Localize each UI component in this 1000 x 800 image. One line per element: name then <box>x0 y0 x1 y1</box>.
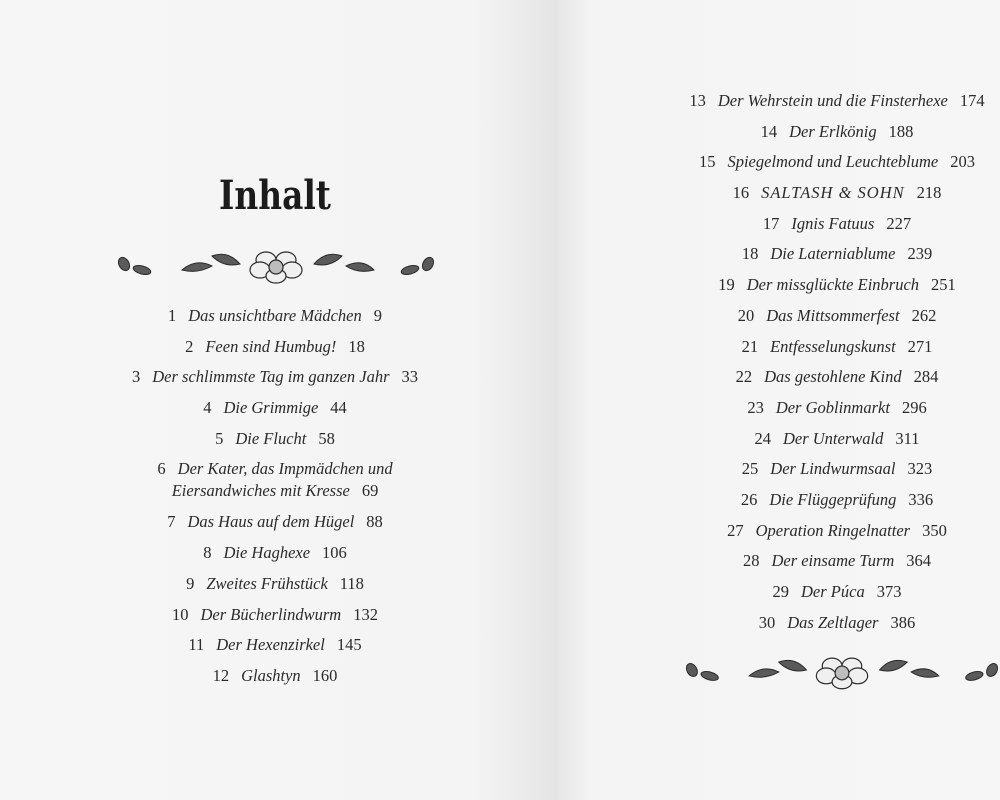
toc-entry[interactable]: 3 Der schlimmste Tag im ganzen Jahr 33 <box>131 367 418 387</box>
toc-entry[interactable]: 12 Glashtyn 160 <box>212 665 338 685</box>
toc-entry[interactable]: 15 Spiegelmond und Leuchteblume 203 <box>698 152 976 172</box>
toc-entry[interactable]: 8 Die Haghexe 106 <box>203 543 347 563</box>
toc-entry[interactable]: 10 Der Bücherlindwurm 132 <box>172 604 378 624</box>
toc-entry[interactable]: 6 Der Kater, das Impmädchen und Eiersandwiches mit Kresse 69 <box>157 459 393 501</box>
toc-entry[interactable]: 28 Der einsame Turm 364 <box>742 551 932 571</box>
toc-entry[interactable]: 17 Ignis Fatuus 227 <box>762 213 912 233</box>
toc-entry[interactable]: 18 Die Laterniablume 239 <box>741 244 933 264</box>
toc-right <box>637 90 1000 642</box>
toc-entry[interactable]: 14 Der Erlkönig 188 <box>760 121 914 141</box>
toc-entry[interactable]: 11 Der Hexenzirkel 145 <box>188 635 362 655</box>
toc-entry[interactable]: 23 Der Goblinmarkt 296 <box>747 397 927 417</box>
toc-entry[interactable]: 4 Die Grimmige 44 <box>203 398 347 418</box>
toc-entry[interactable]: 16 SALTASH & SOHN 218 <box>732 183 942 203</box>
toc-entry[interactable]: 2 Feen sind Humbug! 18 <box>185 336 365 356</box>
toc-left <box>0 305 550 696</box>
toc-entry[interactable]: 30 Das Zeltlager 386 <box>758 612 916 632</box>
toc-entry[interactable]: 25 Der Lindwurmsaal 323 <box>741 459 933 479</box>
toc-entry[interactable]: 22 Das gestohlene Kind 284 <box>735 367 939 387</box>
leaf-flower-vine-icon <box>684 650 1000 690</box>
toc-entry[interactable]: 9 Zweites Frühstück 118 <box>186 573 364 593</box>
toc-entry[interactable]: 13 Der Wehrstein und die Finsterhexe 174 <box>689 91 985 110</box>
toc-entry[interactable]: 27 Operation Ringelnatter 350 <box>727 520 947 540</box>
toc-entry[interactable]: 19 Der missglückte Einbruch 251 <box>718 275 956 295</box>
toc-entry[interactable]: 20 Das Mittsommerfest 262 <box>737 305 937 325</box>
toc-entry[interactable]: 7 Das Haus auf dem Hügel 88 <box>167 512 383 532</box>
toc-entry[interactable]: 21 Entfesselungskunst 271 <box>741 336 933 356</box>
toc-entry[interactable]: 5 Die Flucht 58 <box>215 428 335 448</box>
toc-entry[interactable]: 29 Der Púca 373 <box>772 582 902 601</box>
page-title: Inhalt <box>219 172 331 219</box>
toc-entry[interactable]: 24 Der Unterwald 311 <box>754 428 920 448</box>
leaf-flower-vine-icon <box>116 244 436 284</box>
toc-entry[interactable]: 26 Die Flüggeprüfung 336 <box>740 489 934 509</box>
toc-entry[interactable]: 1 Das unsichtbare Mädchen 9 <box>167 306 383 325</box>
